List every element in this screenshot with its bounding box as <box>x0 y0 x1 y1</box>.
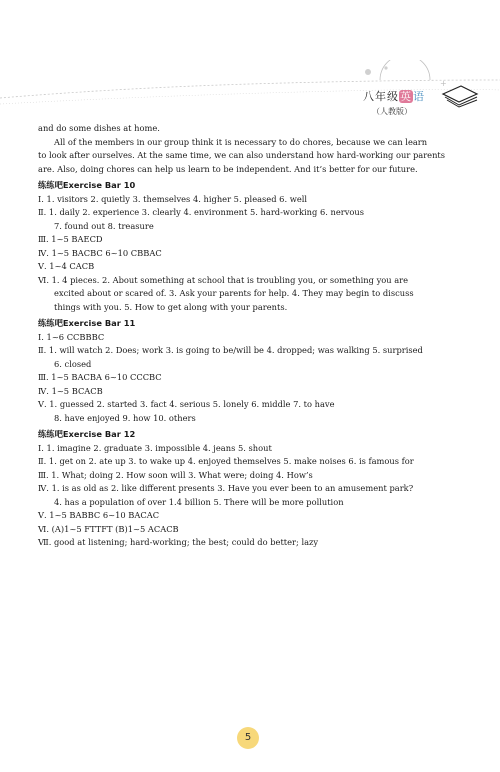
answer-line: Ⅰ. 1. visitors 2. quietly 3. themselves 4. higher 5. pleased 6. well <box>38 193 308 204</box>
answer-line: Ⅴ. 1~5 BABBC 6~10 BACAC <box>38 510 160 520</box>
section-title-bar11: 练练吧Exercise Bar 11 <box>38 318 136 328</box>
answer-line: things with you. 5. How to get along with your parents. <box>54 301 288 312</box>
grade-subject-title <box>363 88 425 104</box>
answer-line: 4. has a population of over 1.4 billion 5. There will be more pollution <box>54 496 344 507</box>
answer-line: Ⅴ. 1. guessed 2. started 3. fact 4. serious 5. lonely 6. middle 7. to have <box>38 399 335 409</box>
answer-line: excited about or scared of. 3. Ask your parents for help. 4. They may begin to discuss <box>54 288 414 298</box>
answer-content <box>38 122 464 550</box>
answer-line: 8. have enjoyed 9. how 10. others <box>54 412 196 423</box>
subject-char-2: 语 <box>413 90 425 103</box>
answer-line: Ⅶ. good at listening; hard-working; the best; could do better; lazy <box>38 537 319 547</box>
section-title-bar10: 练练吧Exercise Bar 10 <box>38 180 136 190</box>
header-decoration <box>0 60 500 130</box>
answer-line: Ⅳ. 1. is as old as 2. like different presents 3. Have you ever been to an amusement park? <box>38 483 414 493</box>
answer-line: Ⅱ. 1. get on 2. ate up 3. to wake up 4. enjoyed themselves 5. make noises 6. is famous for <box>38 456 414 466</box>
intro-line: and do some dishes at home. <box>38 123 160 133</box>
intro-line: are. Also, doing chores can help us learn to be independent. And it’s better for our future. <box>38 163 418 174</box>
answer-line: 7. found out 8. treasure <box>54 220 154 231</box>
answer-line: Ⅳ. 1~5 BCACB <box>38 385 103 396</box>
grade-label: 八年级 <box>363 90 399 103</box>
answer-line: Ⅰ. 1~6 CCBBBC <box>38 331 105 342</box>
answer-line: Ⅲ. 1~5 BACBA 6~10 CCCBC <box>38 372 162 382</box>
page-header <box>0 60 500 130</box>
edition-label: （人教版） <box>372 107 412 116</box>
answer-line: Ⅱ. 1. will watch 2. Does; work 3. is going to be/will be 4. dropped; was walking 5. surprised <box>38 345 423 355</box>
intro-line: All of the members in our group think it is necessary to do chores, because we can learn <box>54 136 428 147</box>
answer-line: Ⅲ. 1~5 BAECD <box>38 234 103 244</box>
page-number: 5 <box>237 727 259 749</box>
answer-line: Ⅱ. 1. daily 2. experience 3. clearly 4. environment 5. hard-working 6. nervous <box>38 207 365 217</box>
answer-line: Ⅰ. 1. imagine 2. graduate 3. impossible 4. jeans 5. shout <box>38 442 272 453</box>
intro-line: to look after ourselves. At the same time, we can also understand how hard-working our parents <box>38 150 446 160</box>
section-title-bar12: 练练吧Exercise Bar 12 <box>38 429 136 439</box>
answer-line: Ⅵ. (A)1~5 FTTFT (B)1~5 ACACB <box>38 523 179 534</box>
answer-line: Ⅴ. 1~4 CACB <box>38 261 95 271</box>
svg-text:+: + <box>440 79 447 88</box>
subject-char-1: 英 <box>400 90 412 103</box>
answer-line: Ⅳ. 1~5 BACBC 6~10 CBBAC <box>38 247 162 258</box>
answer-line: Ⅵ. 1. 4 pieces. 2. About something at school that is troubling you, or something you are <box>38 274 409 285</box>
answer-line: 6. closed <box>54 358 92 369</box>
answer-line: Ⅲ. 1. What; doing 2. How soon will 3. What were; doing 4. How’s <box>38 469 313 480</box>
